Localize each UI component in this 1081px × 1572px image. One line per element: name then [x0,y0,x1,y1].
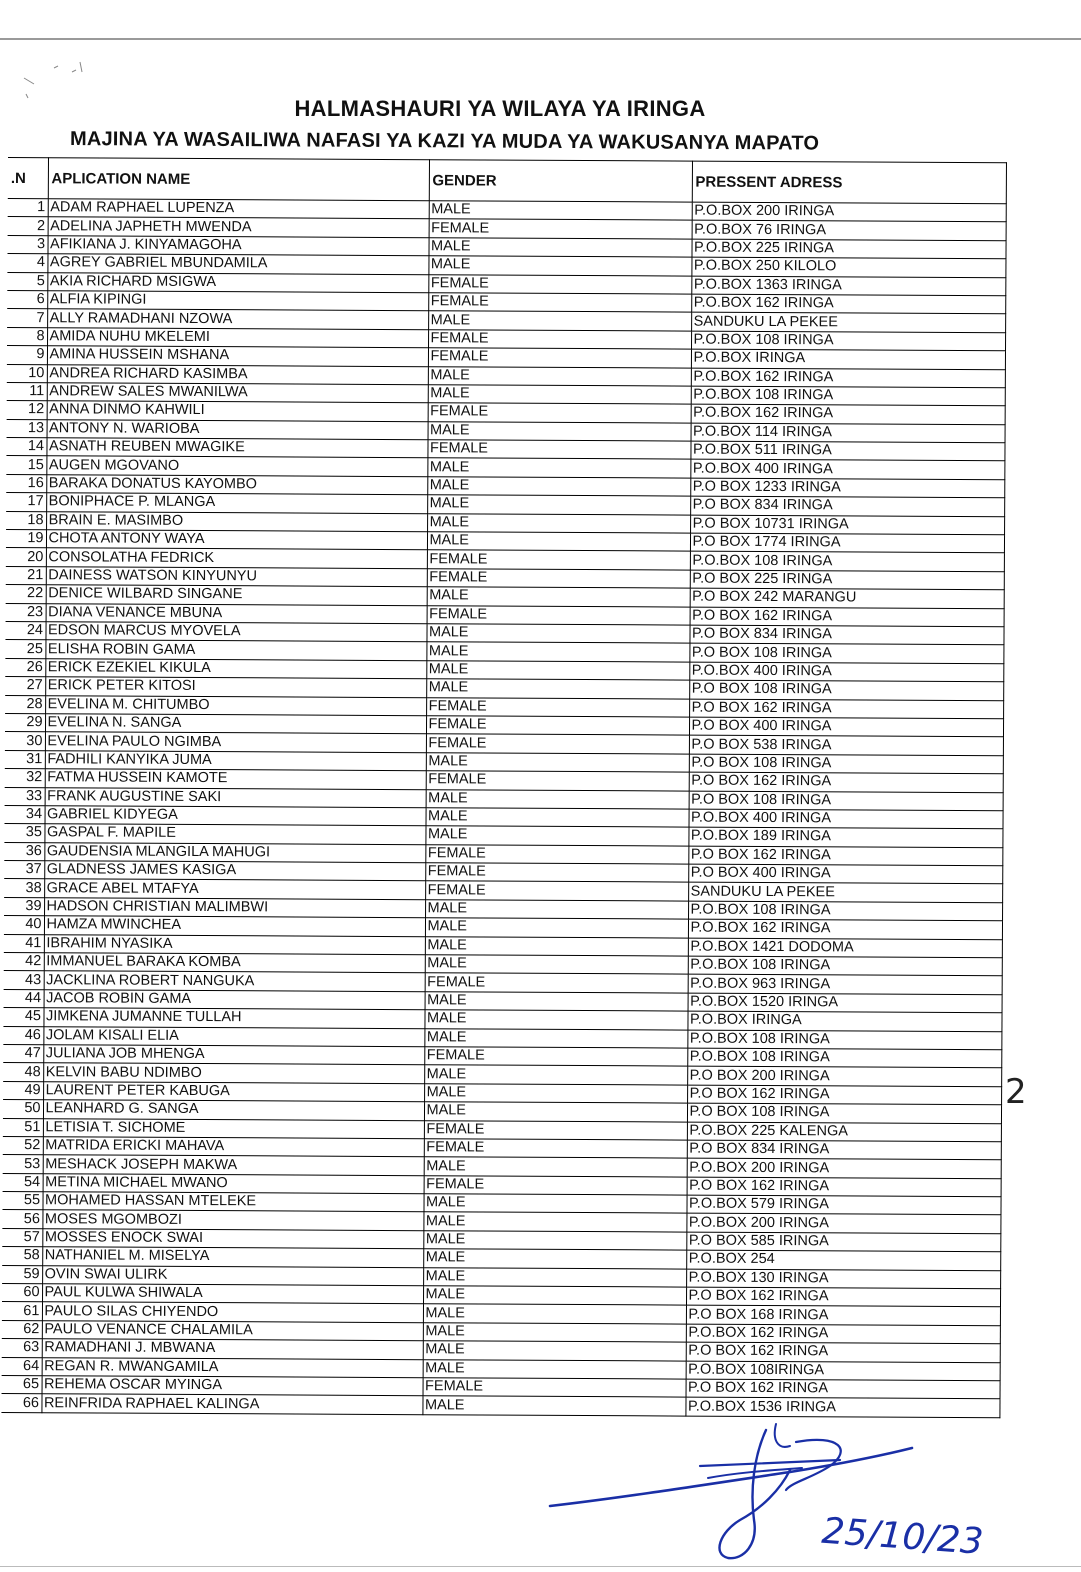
address-cell: P.O BOX 162 IRINGA [688,846,1002,866]
applicant-name-cell: ALLY RAMADHANI NZOWA [47,309,428,329]
row-number-cell: 20 [6,548,46,567]
gender-cell: MALE [425,955,688,975]
column-header-gender: GENDER [429,160,692,202]
applicant-name-cell: JOLAM KISALI ELIA [43,1026,424,1046]
gender-cell: MALE [424,1010,687,1030]
address-cell: P.O BOX 162 IRINGA [689,699,1003,719]
address-cell: P.O.BOX 225 KALENGA [687,1122,1001,1142]
row-number-cell: 34 [5,805,45,824]
address-cell: P.O BOX 400 IRINGA [688,864,1002,884]
gender-cell: FEMALE [423,1378,686,1398]
gender-cell: FEMALE [428,293,691,313]
gender-cell: MALE [423,1267,686,1287]
gender-cell: MALE [423,1286,686,1306]
applicant-name-cell: FRANK AUGUSTINE SAKI [45,787,426,807]
gender-cell: FEMALE [426,697,689,717]
gender-cell: MALE [424,1083,687,1103]
applicant-name-cell: ADAM RAPHAEL LUPENZA [48,199,429,219]
applicant-name-cell: DAINESS WATSON KINYUNYU [46,567,427,587]
row-number-cell: 29 [5,713,45,732]
row-number-cell: 16 [6,474,46,493]
applicant-name-cell: DIANA VENANCE MBUNA [46,603,427,623]
applicant-name-cell: MESHACK JOSEPH MAKWA [43,1155,424,1175]
applicant-name-cell: BONIPHACE P. MLANGA [46,493,427,513]
applicants-table-wrapper [1,157,1006,1418]
gender-cell: MALE [428,385,691,405]
address-cell: P.O BOX 108 IRINGA [687,1103,1001,1123]
address-cell: P.O.BOX 108 IRINGA [687,1030,1001,1050]
gender-cell: MALE [423,1341,686,1361]
row-number-cell: 50 [3,1100,43,1119]
address-cell: P.O.BOX 200 IRINGA [687,1158,1001,1178]
applicant-name-cell: ANTONY N. WARIOBA [47,419,428,439]
address-cell: P.O.BOX 200 IRINGA [686,1214,1000,1234]
applicant-name-cell: DENICE WILBARD SINGANE [46,585,427,605]
row-number-cell: 31 [5,750,45,769]
gender-cell: MALE [423,1323,686,1343]
gender-cell: MALE [427,513,690,533]
address-cell: P.O.BOX 162 IRINGA [691,294,1005,314]
address-cell: P.O.BOX 579 IRINGA [686,1195,1000,1215]
address-cell: P.O.BOX IRINGA [691,349,1005,369]
applicant-name-cell: BARAKA DONATUS KAYOMBO [46,475,427,495]
gender-cell: MALE [428,311,691,331]
row-number-cell: 5 [7,272,47,291]
row-number-cell: 17 [6,493,46,512]
address-cell: P.O.BOX 400 IRINGA [688,809,1002,829]
applicant-name-cell: BRAIN E. MASIMBO [46,511,427,531]
gender-cell: MALE [426,752,689,772]
gender-cell: FEMALE [425,863,688,883]
applicant-name-cell: NATHANIEL M. MISELYA [42,1247,423,1267]
address-cell: P.O BOX 108 IRINGA [689,643,1003,663]
gender-cell: FEMALE [427,605,690,625]
address-cell: P.O BOX 108 IRINGA [689,754,1003,774]
row-number-cell: 52 [3,1136,43,1155]
row-number-cell: 6 [7,290,47,309]
applicant-name-cell: ERICK EZEKIEL KIKULA [45,658,426,678]
address-cell: P.O BOX 162 IRINGA [689,772,1003,792]
address-cell: P.O BOX 585 IRINGA [686,1232,1000,1252]
gender-cell: MALE [427,532,690,552]
address-cell: P.O.BOX 76 IRINGA [692,220,1006,240]
address-cell: P.O BOX 162 IRINGA [686,1342,1000,1362]
address-cell: SANDUKU LA PEKEE [691,312,1005,332]
gender-cell: MALE [426,789,689,809]
applicant-name-cell: GABRIEL KIDYEGA [45,806,426,826]
row-number-cell: 2 [8,217,48,236]
row-number-cell: 48 [3,1063,43,1082]
gender-cell: MALE [426,624,689,644]
row-number-cell: 43 [4,971,44,990]
applicant-name-cell: EVELINA N. SANGA [45,714,426,734]
address-cell: P.O.BOX 108 IRINGA [690,551,1004,571]
address-cell: P.O.BOX 225 IRINGA [691,239,1005,259]
address-cell: P.O BOX 162 IRINGA [690,607,1004,627]
gender-cell: MALE [426,679,689,699]
gender-cell: MALE [424,1157,687,1177]
row-number-cell: 13 [7,419,47,438]
gender-cell: FEMALE [428,274,691,294]
row-number-cell: 18 [6,511,46,530]
address-cell: P.O BOX 162 IRINGA [687,1177,1001,1197]
page-top-rule [0,38,1081,40]
applicant-name-cell: KELVIN BABU NDIMBO [43,1063,424,1083]
address-cell: P.O.BOX 200 IRINGA [692,202,1006,222]
gender-cell: MALE [422,1396,685,1416]
row-number-cell: 64 [2,1357,42,1376]
applicant-name-cell: PAUL KULWA SHIWALA [42,1284,423,1304]
gender-cell: FEMALE [424,1047,687,1067]
address-cell: P.O BOX 168 IRINGA [686,1306,1000,1326]
row-number-cell: 51 [3,1118,43,1137]
applicant-name-cell: AUGEN MGOVANO [46,456,427,476]
gender-cell: MALE [425,900,688,920]
row-number-cell: 15 [6,456,46,475]
gender-cell: MALE [426,808,689,828]
row-number-cell: 55 [2,1192,42,1211]
gender-cell: MALE [428,366,691,386]
applicant-name-cell: ERICK PETER KITOSI [45,677,426,697]
gender-cell: MALE [424,1102,687,1122]
row-number-cell: 45 [3,1008,43,1027]
gender-cell: FEMALE [429,219,692,239]
address-cell: P.O BOX 225 IRINGA [690,570,1004,590]
gender-cell: MALE [424,1028,687,1048]
row-number-cell: 37 [4,861,44,880]
row-number-cell: 8 [7,327,47,346]
gender-cell: MALE [423,1304,686,1324]
applicant-name-cell: CHOTA ANTONY WAYA [46,530,427,550]
gender-cell: FEMALE [427,569,690,589]
address-cell: P.O.BOX 250 KILOLO [691,257,1005,277]
applicant-name-cell: ASNATH REUBEN MWAGIKE [46,438,427,458]
gender-cell: MALE [425,991,688,1011]
row-number-cell: 11 [7,382,47,401]
address-cell: P.O BOX 162 IRINGA [686,1287,1000,1307]
address-cell: P.O BOX 162 IRINGA [686,1379,1000,1399]
row-number-cell: 49 [3,1081,43,1100]
gender-cell: MALE [428,421,691,441]
applicant-name-cell: IMMANUEL BARAKA KOMBA [44,953,425,973]
applicant-name-cell: REHEMA OSCAR MYINGA [42,1376,423,1396]
applicant-name-cell: LAURENT PETER KABUGA [43,1081,424,1101]
address-cell: P.O.BOX 189 IRINGA [688,827,1002,847]
document-subtitle: MAJINA YA WASAILIWA NAFASI YA KAZI YA MUDA YA WAKUSANYA MAPATO [69,128,820,155]
applicant-name-cell: MATRIDA ERICKI MAHAVA [43,1137,424,1157]
gender-cell: MALE [425,936,688,956]
row-number-cell: 32 [5,769,45,788]
row-number-cell: 39 [4,897,44,916]
row-number-cell: 65 [2,1375,42,1394]
applicant-name-cell: JACKLINA ROBERT NANGUKA [44,971,425,991]
row-number-cell: 24 [5,621,45,640]
gender-cell: MALE [424,1065,687,1085]
page-bottom-rule [0,1566,1081,1567]
column-header-name: APLICATION NAME [48,158,429,201]
gender-cell: FEMALE [425,973,688,993]
address-cell: P.O.BOX 108 IRINGA [691,331,1005,351]
gender-cell: MALE [423,1231,686,1251]
applicant-name-cell: MOSSES ENOCK SWAI [42,1229,423,1249]
applicant-name-cell: ELISHA ROBIN GAMA [45,640,426,660]
applicant-name-cell: CONSOLATHA FEDRICK [46,548,427,568]
column-header-address: PRESSENT ADRESS [692,161,1006,204]
address-cell: P.O.BOX 114 IRINGA [691,423,1005,443]
applicant-name-cell: EDSON MARCUS MYOVELA [45,622,426,642]
applicant-name-cell: ALFIA KIPINGI [47,291,428,311]
address-cell: P.O BOX 834 IRINGA [687,1140,1001,1160]
row-number-cell: 36 [4,842,44,861]
row-number-cell: 53 [3,1155,43,1174]
address-cell: P.O BOX 200 IRINGA [687,1066,1001,1086]
applicant-name-cell: EVELINA PAULO NGIMBA [45,732,426,752]
gender-cell: MALE [425,918,688,938]
row-number-cell: 57 [2,1228,42,1247]
applicant-name-cell: REINFRIDA RAPHAEL KALINGA [41,1394,422,1414]
applicant-name-cell: LETISIA T. SICHOME [43,1118,424,1138]
row-number-cell: 35 [4,824,44,843]
gender-cell: MALE [423,1359,686,1379]
gender-cell: FEMALE [426,716,689,736]
address-cell: P.O.BOX 162 IRINGA [688,919,1002,939]
gender-cell: FEMALE [424,1139,687,1159]
row-number-cell: 44 [4,989,44,1008]
address-cell: P.O.BOX 162 IRINGA [686,1324,1000,1344]
gender-cell: MALE [429,201,692,221]
gender-cell: MALE [423,1249,686,1269]
applicant-name-cell: AGREY GABRIEL MBUNDAMILA [47,254,428,274]
gender-cell: MALE [427,477,690,497]
address-cell: P.O.BOX 1421 DODOMA [688,938,1002,958]
address-cell: P.O.BOX 162 IRINGA [691,404,1005,424]
row-number-cell: 3 [7,235,47,254]
row-number-cell: 54 [3,1173,43,1192]
address-cell: P.O.BOX 400 IRINGA [690,460,1004,480]
address-cell: P.O.BOX 1520 IRINGA [688,993,1002,1013]
applicant-name-cell: JIMKENA JUMANNE TULLAH [43,1008,424,1028]
applicant-name-cell: ANNA DINMO KAHWILI [47,401,428,421]
applicant-name-cell: ANDREW SALES MWANILWA [47,383,428,403]
gender-cell: MALE [425,826,688,846]
applicant-name-cell: OVIN SWAI ULIRK [42,1265,423,1285]
applicants-table [1,157,1006,1418]
row-number-cell: 58 [2,1247,42,1266]
row-number-cell: 1 [8,198,48,217]
applicant-name-cell: REGAN R. MWANGAMILA [42,1357,423,1377]
gender-cell: FEMALE [426,734,689,754]
applicant-name-cell: GLADNESS JAMES KASIGA [44,861,425,881]
applicant-name-cell: JULIANA JOB MHENGA [43,1045,424,1065]
gender-cell: FEMALE [424,1120,687,1140]
address-cell: P.O.BOX 108 IRINGA [688,956,1002,976]
applicant-name-cell: ADELINA JAPHETH MWENDA [48,217,429,237]
row-number-cell: 27 [5,677,45,696]
address-cell: P.O BOX 108 IRINGA [689,791,1003,811]
address-cell: P.O.BOX 254 [686,1250,1000,1270]
applicant-name-cell: EVELINA M. CHITUMBO [45,695,426,715]
address-cell: P.O BOX 10731 IRINGA [690,515,1004,535]
signature-image [540,1420,985,1570]
gender-cell: FEMALE [428,403,691,423]
row-number-cell: 61 [2,1302,42,1321]
applicant-name-cell: MOHAMED HASSAN MTELEKE [42,1192,423,1212]
gender-cell: FEMALE [428,348,691,368]
address-cell: P.O BOX 162 IRINGA [687,1085,1001,1105]
applicant-name-cell: JACOB ROBIN GAMA [44,989,425,1009]
gender-cell: MALE [427,458,690,478]
row-number-cell: 10 [7,364,47,383]
applicant-name-cell: FADHILI KANYIKA JUMA [45,750,426,770]
address-cell: P.O.BOX 108IRINGA [686,1361,1000,1381]
address-cell: P.O BOX 1233 IRINGA [690,478,1004,498]
address-cell: P.O.BOX 162 IRINGA [691,368,1005,388]
row-number-cell: 60 [2,1284,42,1303]
row-number-cell: 26 [5,658,45,677]
address-cell: P.O.BOX 1536 IRINGA [685,1397,999,1417]
applicant-name-cell: HAMZA MWINCHEA [44,916,425,936]
address-cell: P.O.BOX 108 IRINGA [691,386,1005,406]
row-number-cell: 56 [2,1210,42,1229]
applicant-name-cell: MOSES MGOMBOZI [42,1210,423,1230]
row-number-cell: 46 [3,1026,43,1045]
applicant-name-cell: LEANHARD G. SANGA [43,1100,424,1120]
gender-cell: MALE [423,1212,686,1232]
document-title: HALMASHAURI YA WILAYA YA IRINGA [294,96,706,121]
applicant-name-cell: ANDREA RICHARD KASIMBA [47,364,428,384]
applicant-name-cell: AFIKIANA J. KINYAMAGOHA [47,235,428,255]
row-number-cell: 25 [5,640,45,659]
applicant-name-cell: RAMADHANI J. MBWANA [42,1339,423,1359]
gender-cell: MALE [428,256,691,276]
address-cell: P.O.BOX 108 IRINGA [688,901,1002,921]
row-number-cell: 23 [6,603,46,622]
row-number-cell: 59 [2,1265,42,1284]
row-number-cell: 66 [1,1394,41,1413]
address-cell: P.O.BOX 963 IRINGA [688,974,1002,994]
page-number: 2 [1005,1072,1027,1112]
address-cell: P.O.BOX 108 IRINGA [687,1048,1001,1068]
address-cell: P.O.BOX 511 IRINGA [690,441,1004,461]
gender-cell: FEMALE [427,440,690,460]
address-cell: P.O BOX 538 IRINGA [689,735,1003,755]
gender-cell: MALE [426,660,689,680]
row-number-cell: 63 [2,1339,42,1358]
column-header-number: .N [8,158,48,199]
address-cell: P.O.BOX 400 IRINGA [689,662,1003,682]
gender-cell: FEMALE [428,329,691,349]
address-cell: SANDUKU LA PEKEE [688,883,1002,903]
applicant-name-cell: AMINA HUSSEIN MSHANA [47,346,428,366]
gender-cell: MALE [423,1194,686,1214]
row-number-cell: 42 [4,953,44,972]
address-cell: P.O.BOX IRINGA [687,1011,1001,1031]
address-cell: P.O BOX 834 IRINGA [690,496,1004,516]
gender-cell: MALE [426,642,689,662]
gender-cell: FEMALE [424,1175,687,1195]
table-row [1,1394,999,1418]
gender-cell: FEMALE [425,844,688,864]
address-cell: P.O BOX 400 IRINGA [689,717,1003,737]
applicant-name-cell: AKIA RICHARD MSIGWA [47,272,428,292]
applicant-name-cell: FATMA HUSSEIN KAMOTE [45,769,426,789]
table-header-row [8,158,1006,204]
address-cell: P.O.BOX 1363 IRINGA [691,276,1005,296]
gender-cell: FEMALE [427,550,690,570]
gender-cell: FEMALE [425,881,688,901]
row-number-cell: 21 [6,566,46,585]
gender-cell: MALE [427,587,690,607]
applicant-name-cell: METINA MICHAEL MWANO [43,1173,424,1193]
row-number-cell: 38 [4,879,44,898]
gender-cell: MALE [427,495,690,515]
address-cell: P.O BOX 108 IRINGA [689,680,1003,700]
row-number-cell: 12 [7,401,47,420]
table-body [1,198,1005,1417]
address-cell: P.O.BOX 130 IRINGA [686,1269,1000,1289]
row-number-cell: 14 [6,438,46,457]
row-number-cell: 33 [5,787,45,806]
gender-cell: FEMALE [426,771,689,791]
row-number-cell: 40 [4,916,44,935]
row-number-cell: 19 [6,530,46,549]
row-number-cell: 4 [7,254,47,273]
row-number-cell: 22 [6,585,46,604]
gender-cell: MALE [428,237,691,257]
address-cell: P.O BOX 1774 IRINGA [690,533,1004,553]
applicant-name-cell: GAUDENSIA MLANGILA MAHUGI [44,842,425,862]
applicant-name-cell: PAULO VENANCE CHALAMILA [42,1321,423,1341]
address-cell: P.O BOX 834 IRINGA [689,625,1003,645]
row-number-cell: 30 [5,732,45,751]
row-number-cell: 9 [7,346,47,365]
applicant-name-cell: HADSON CHRISTIAN MALIMBWI [44,898,425,918]
applicant-name-cell: GRACE ABEL MTAFYA [44,879,425,899]
applicant-name-cell: AMIDA NUHU MKELEMI [47,327,428,347]
applicant-name-cell: IBRAHIM NYASIKA [44,934,425,954]
row-number-cell: 47 [3,1044,43,1063]
applicant-name-cell: GASPAL F. MAPILE [44,824,425,844]
row-number-cell: 41 [4,934,44,953]
address-cell: P.O BOX 242 MARANGU [690,588,1004,608]
row-number-cell: 28 [5,695,45,714]
signature-date: 25/10/23 [820,1510,985,1563]
applicant-name-cell: PAULO SILAS CHIYENDO [42,1302,423,1322]
row-number-cell: 7 [7,309,47,328]
row-number-cell: 62 [2,1320,42,1339]
